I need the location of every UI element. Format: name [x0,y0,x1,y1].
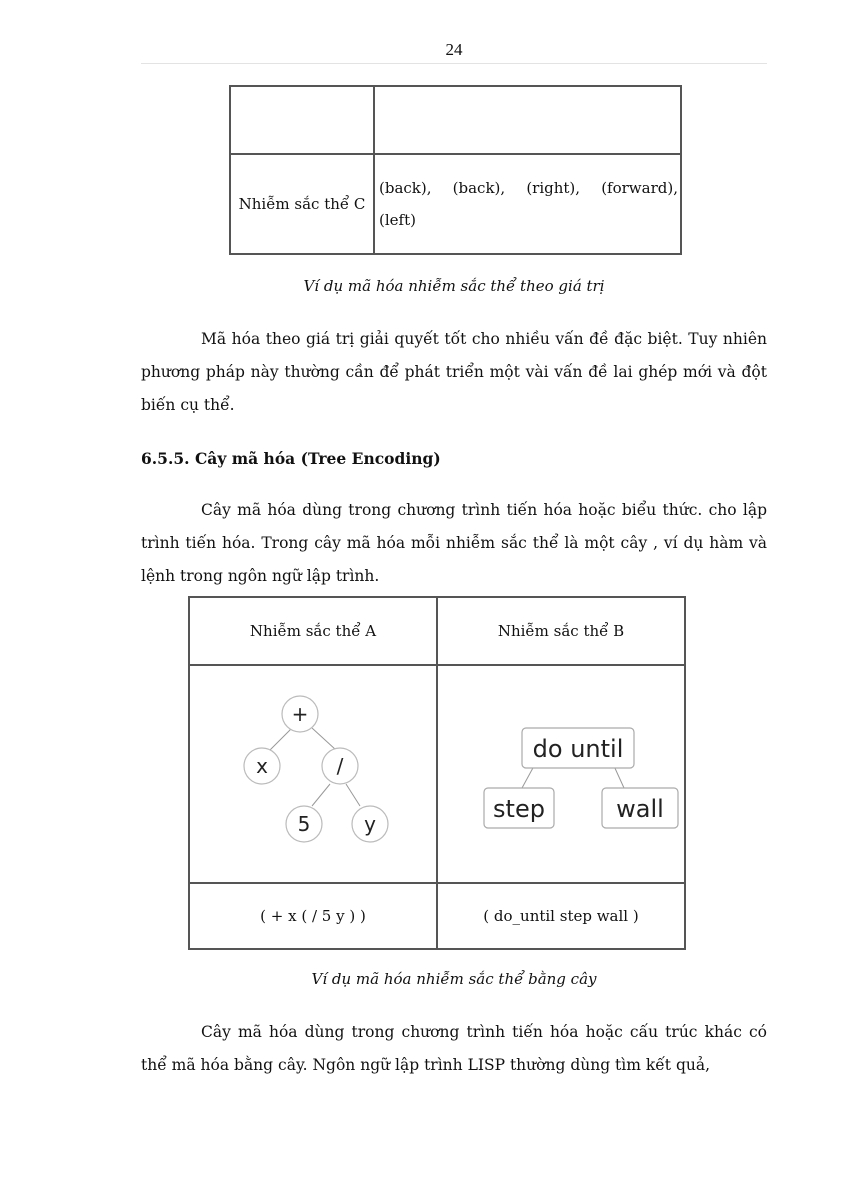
table-row [189,665,685,883]
chromosome-c-value-line1: (back), (back), (right), (forward), [379,179,678,197]
chromosome-c-label: Nhiễm sắc thể C [230,154,374,254]
paragraph-tree-encoding: Cây mã hóa dùng trong chương trình tiến hóa hoặc biểu thức. cho lập trình tiến hóa. Trong cây mã hóa mỗi nhiễm sắc thể là một cây , ví dụ hàm và lệnh trong ngôn ngữ lập trình. [141,501,767,585]
tree-a-node-root: + [291,702,309,726]
chromosome-c-value [374,154,681,254]
tree-b-node-root: do until [532,735,624,763]
header-divider [141,63,767,64]
expression-b: ( do_until step wall ) [437,883,685,949]
table-row [189,597,685,665]
table-row [189,883,685,949]
tree-b-node-right: wall [616,795,664,823]
caption-tree-encoding: Ví dụ mã hóa nhiễm sắc thể bằng cây [311,970,597,988]
tree-a-cell [189,665,437,883]
tree-a-node-left: x [256,754,268,778]
table-cell-empty [374,86,681,154]
header-chromosome-a: Nhiễm sắc thể A [189,597,437,665]
section-heading: 6.5.5. Cây mã hóa (Tree Encoding) [141,449,441,468]
page-number: 24 [445,40,463,59]
tree-b-diagram [438,666,684,878]
tree-a-diagram [190,666,436,878]
chromosome-c-table [229,85,682,255]
tree-a-node-right-left: 5 [297,812,311,836]
tree-b-cell [437,665,685,883]
caption-value-encoding: Ví dụ mã hóa nhiễm sắc thể theo giá trị [303,277,605,295]
chromosome-c-value-line2: (left) [379,211,416,229]
tree-a-node-right: / [336,754,344,778]
tree-a-node-right-right: y [364,812,376,836]
table-row [230,154,681,254]
header-chromosome-b: Nhiễm sắc thể B [437,597,685,665]
tree-b-node-left: step [493,795,545,823]
table-cell-empty [230,86,374,154]
expression-a: ( + x ( / 5 y ) ) [189,883,437,949]
paragraph-tree-final: Cây mã hóa dùng trong chương trình tiến hóa hoặc cấu trúc khác có thể mã hóa bằng cây. Ngôn ngữ lập trình LISP thường dùng tìm kết quả, [141,1023,767,1074]
table-row [230,86,681,154]
tree-encoding-table [188,596,686,950]
paragraph-value-encoding: Mã hóa theo giá trị giải quyết tốt cho nhiều vấn đề đặc biệt. Tuy nhiên phương pháp này thường cần để phát triển một vài vấn đề lai ghép mới và đột biến cụ thể. [141,330,767,414]
